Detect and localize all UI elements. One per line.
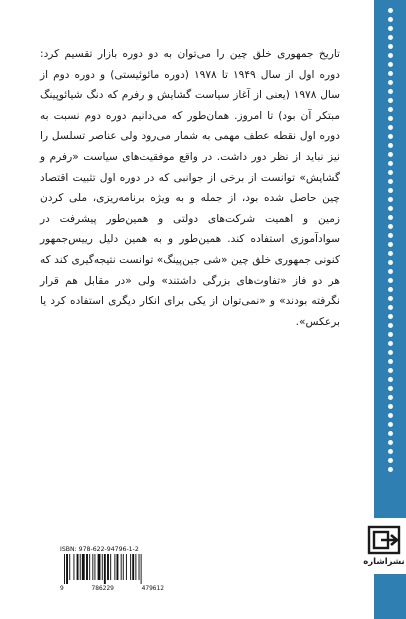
spine-dot: [388, 350, 393, 355]
spine-dot: [388, 161, 393, 166]
barcode-bar: [69, 554, 70, 580]
spine-dot: [388, 71, 393, 76]
spine-dot: [388, 62, 393, 67]
barcode-bar: [92, 554, 93, 580]
barcode-bar: [66, 554, 68, 584]
spine-dot: [388, 422, 393, 427]
spine-dot: [388, 449, 393, 454]
spine-dot: [388, 359, 393, 364]
spine-dot: [388, 467, 393, 472]
barcode-bar: [98, 554, 101, 580]
spine-dot: [388, 8, 393, 13]
spine-dot: [388, 296, 393, 301]
barcode-bar: [80, 554, 81, 580]
spine-dot: [388, 404, 393, 409]
spine-dot: [388, 314, 393, 319]
spine-dot: [388, 143, 393, 148]
spine-dot: [388, 368, 393, 373]
barcode-bar: [123, 554, 124, 580]
barcode-bar: [89, 554, 90, 580]
isbn-barcode-block: [60, 546, 164, 592]
spine-dot: [388, 233, 393, 238]
spine-dot: [388, 377, 393, 382]
spine-dot: [388, 341, 393, 346]
spine-dot: [388, 44, 393, 49]
spine-dot: [388, 395, 393, 400]
barcode-bar: [102, 554, 103, 580]
barcode-digits-left: 786229: [91, 585, 114, 592]
spine-dot: [388, 305, 393, 310]
barcode-bar: [73, 554, 74, 580]
dotted-column: [386, 8, 394, 476]
spine-dot: [388, 242, 393, 247]
spine-dot: [388, 431, 393, 436]
barcode-bar: [107, 554, 109, 580]
spine-dot: [388, 224, 393, 229]
publisher-logo: [362, 518, 406, 574]
spine-dot: [388, 332, 393, 337]
spine-dot: [388, 26, 393, 31]
barcode-digits-right: 479612: [141, 585, 164, 592]
isbn-label: ISBN: 978-622-94796-1-2: [60, 546, 139, 553]
barcode-bar: [82, 554, 85, 580]
spine-dot: [388, 197, 393, 202]
spine-dot: [388, 260, 393, 265]
spine-dot: [388, 170, 393, 175]
spine-dot: [388, 80, 393, 85]
barcode-bar: [64, 554, 65, 584]
spine-dot: [388, 413, 393, 418]
spine-dot: [388, 179, 393, 184]
barcode-bar: [132, 554, 134, 580]
barcode-bar: [104, 554, 106, 584]
spine-dot: [388, 188, 393, 193]
barcode-bar: [139, 554, 140, 580]
spine-dot: [388, 287, 393, 292]
spine-dot: [388, 278, 393, 283]
barcode-bars: [60, 554, 164, 584]
barcode-bar: [121, 554, 122, 580]
spine-dot: [388, 215, 393, 220]
spine-dot: [388, 53, 393, 58]
publisher-name: نشراشاره: [363, 557, 405, 567]
spine-dot: [388, 98, 393, 103]
barcode-bar: [86, 554, 88, 580]
barcode-bar: [110, 554, 111, 580]
spine-dot: [388, 17, 393, 22]
barcode-bar: [135, 554, 136, 580]
spine-dot: [388, 323, 393, 328]
spine-dot: [388, 35, 393, 40]
spine-dot: [388, 251, 393, 256]
spine-dot: [388, 89, 393, 94]
spine-dot: [388, 206, 393, 211]
spine-dot: [388, 152, 393, 157]
back-cover-text: [40, 44, 340, 332]
barcode-bar: [114, 554, 115, 580]
spine-dot: [388, 116, 393, 121]
blurb-paragraph: تاریخ جمهوری خلق چین را می‌توان به دو دوره بازار تقسیم کرد: دوره اول از سال ۱۹۴۹ تا ۱۹۷۸ (دوره مائوئیستی) و دوره دوم از سال ۱۹۷۸ (یعنی از آغاز سیاست گشایش و رفرم که دنگ شیائوپینگ مبتکر آن بود) تا امروز. همان‌طور که می‌دانیم دوره دوم نسبت به دوره اول نقطه عطف مهمی به شمار می‌رود ولی عناصر تسلسل را نیز نباید از نظر دور داشت. در واقع موفقیت‌های سیاست «رفرم و گشایش» توانست از برخی از جوانبی که در دوره اول تثبیت اقتصاد چین حاصل شده بود، از جمله و به ویژه برنامه‌ریزی، ملی کردن زمین و اهمیت شرکت‌های دولتی و همین‌طور پیشرفت در سوادآموزی استفاده کند. همین‌طور و به همین دلیل رییس‌جمهور کنونی جمهوری خلق چین «شی جین‌پینگ» توانست نتیجه‌گیری کند که هر دو فاز «تفاوت‌های بزرگی داشتند» ولی «در مقابل هم قرار نگرفته بودند» و «نمی‌توان از یکی برای انکار دیگری استفاده کرد یا برعکس».: [40, 48, 341, 328]
spine-dot: [388, 269, 393, 274]
barcode-bar: [94, 554, 95, 580]
publisher-logo-icon: [367, 525, 401, 555]
spine-dot: [388, 458, 393, 463]
spine-dot: [388, 125, 393, 130]
barcode-bar: [130, 554, 131, 580]
spine-dot: [388, 134, 393, 139]
barcode-bar: [141, 554, 142, 584]
spine-dot: [388, 107, 393, 112]
spine-dot: [388, 440, 393, 445]
spine-dot: [388, 386, 393, 391]
barcode-digits: [60, 585, 164, 592]
barcode-bar: [117, 554, 119, 580]
barcode-bar: [77, 554, 79, 580]
barcode-bar: [126, 554, 127, 580]
barcode-digit-lead: 9: [60, 585, 64, 592]
